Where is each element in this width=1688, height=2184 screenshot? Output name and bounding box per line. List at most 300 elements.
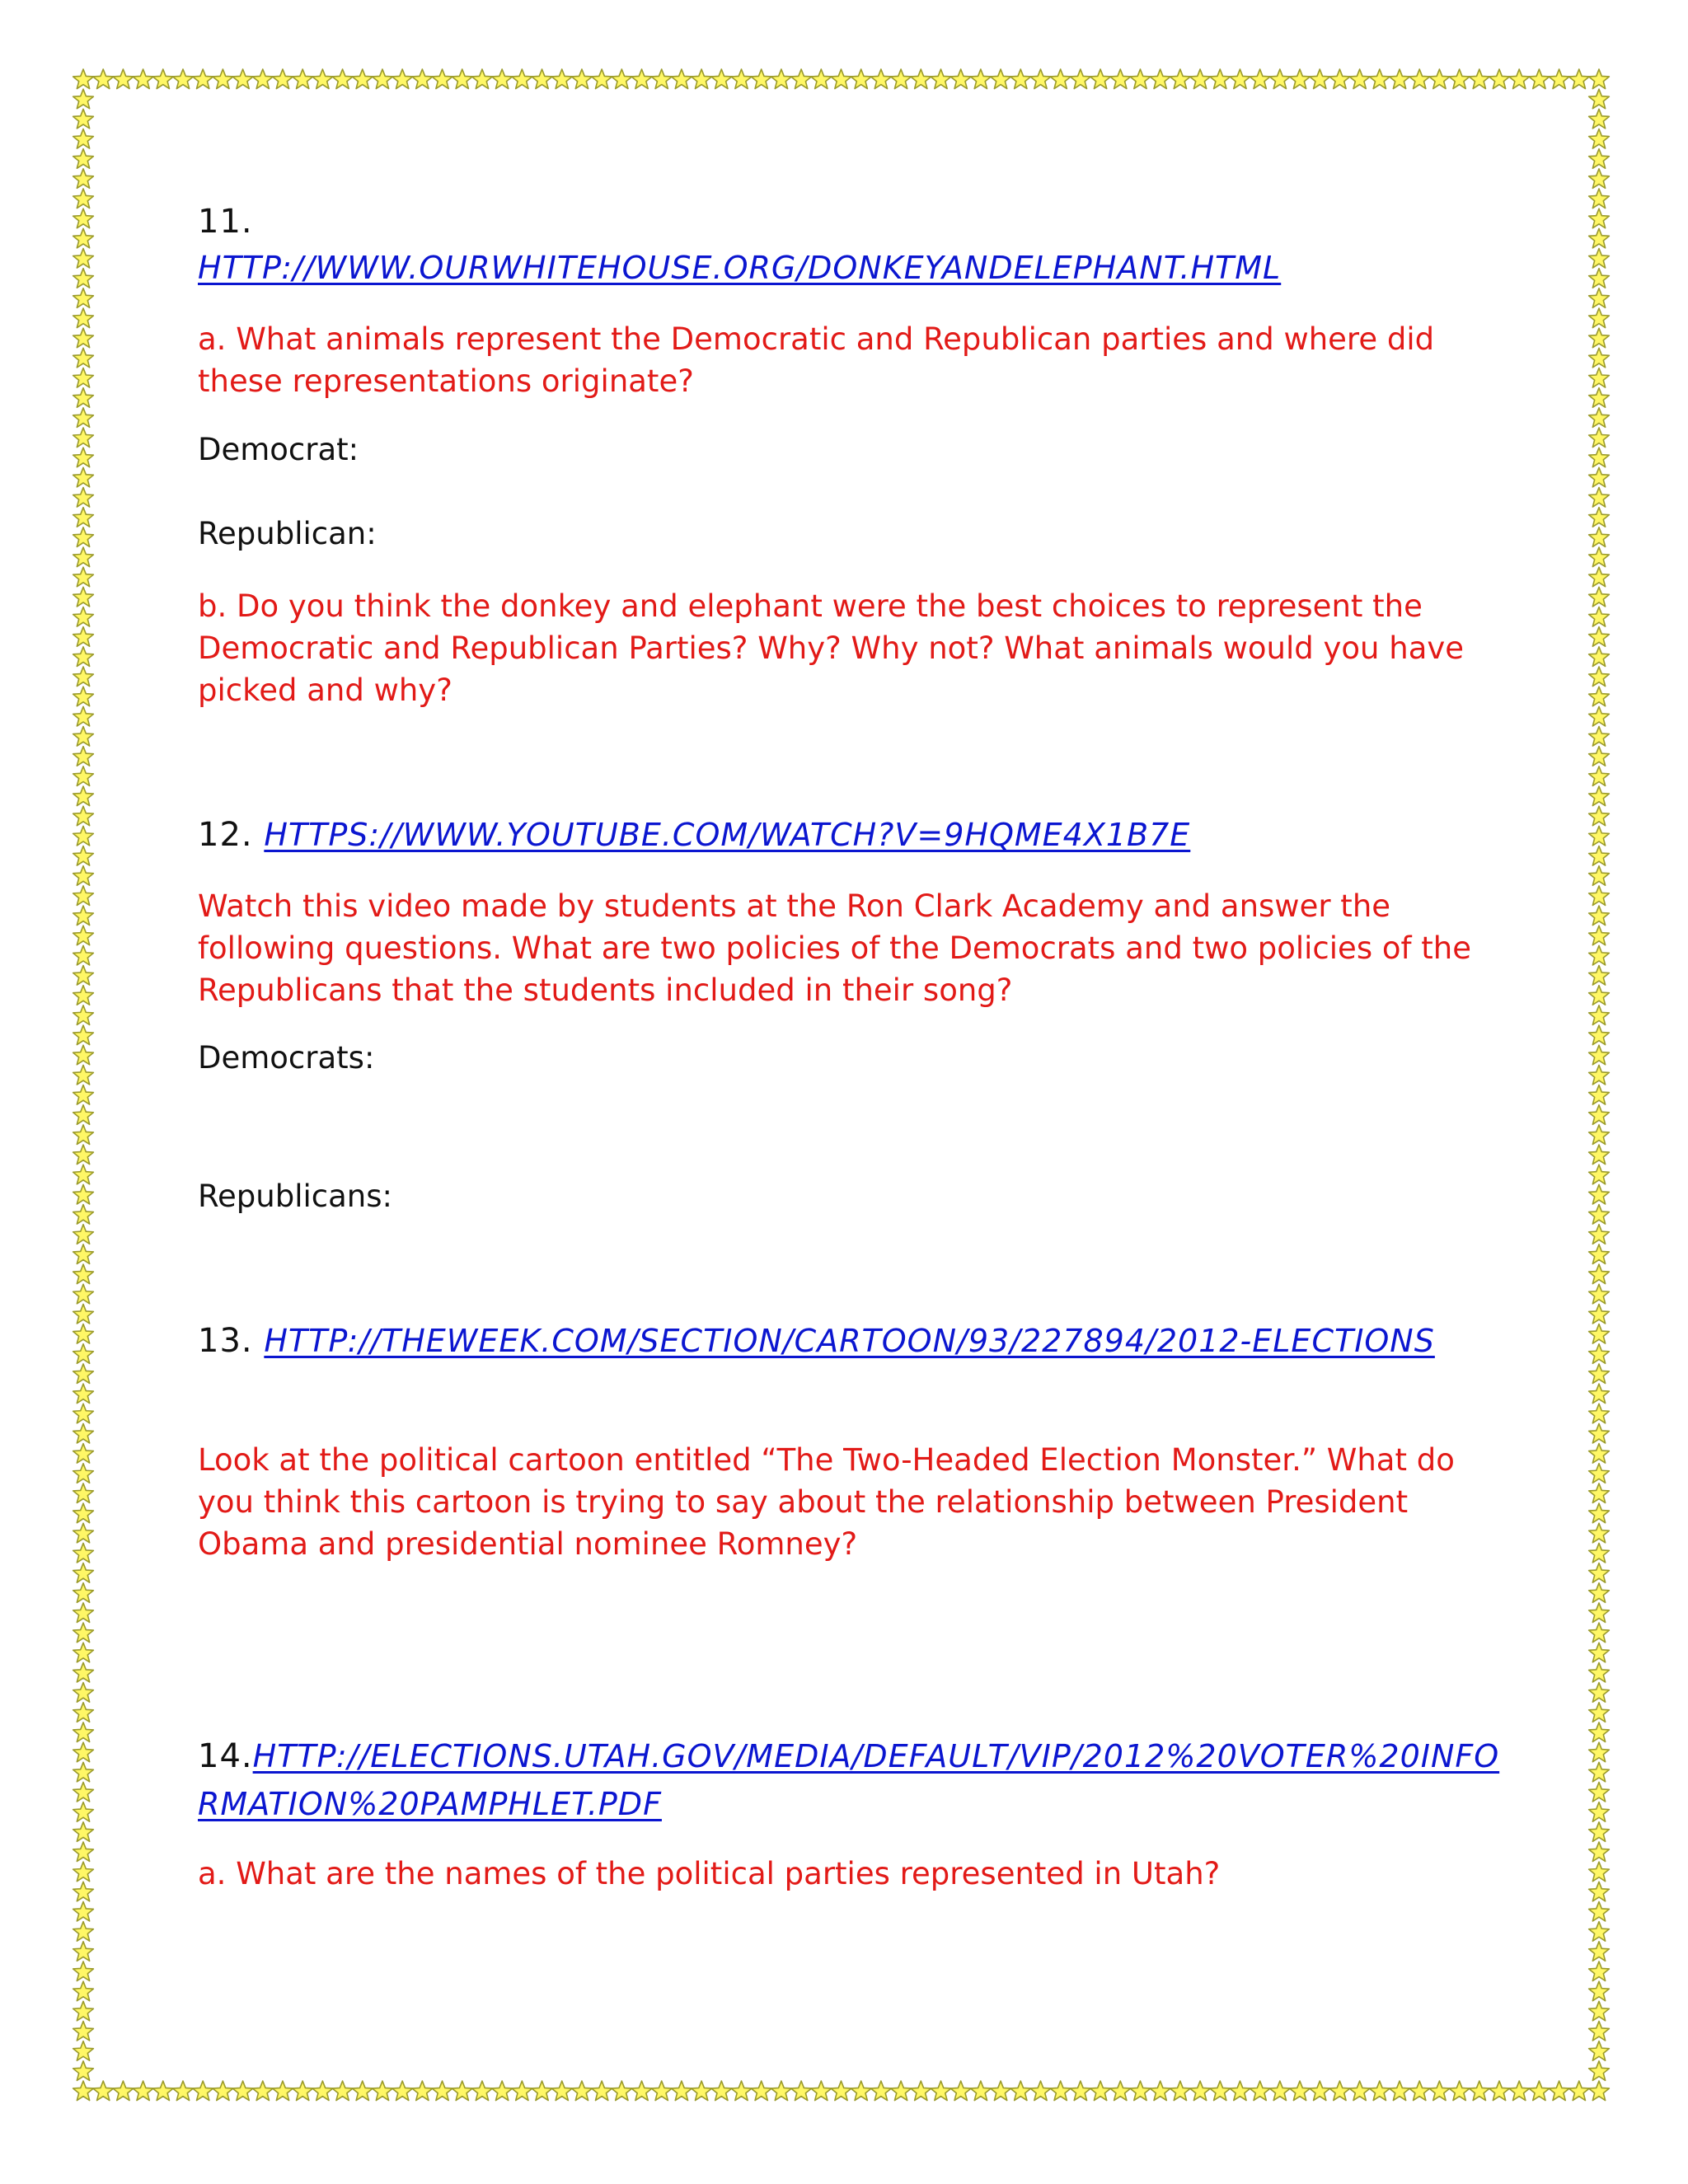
star-icon <box>1329 2081 1350 2101</box>
star-icon <box>73 129 94 149</box>
star-icon <box>273 69 293 89</box>
star-icon <box>911 69 931 89</box>
star-icon <box>1050 69 1071 89</box>
star-icon <box>1589 1643 1610 1662</box>
star-icon <box>392 2081 413 2101</box>
star-icon <box>1589 1045 1610 1065</box>
star-icon <box>1589 249 1610 269</box>
star-icon <box>1210 2081 1231 2101</box>
star-icon <box>1269 2081 1290 2101</box>
star-icon <box>352 2081 373 2101</box>
star-icon <box>1589 89 1610 109</box>
star-icon <box>73 1643 94 1662</box>
star-icon <box>651 2081 672 2101</box>
star-icon <box>831 2081 851 2101</box>
star-icon <box>1409 2081 1430 2101</box>
star-icon <box>1589 1662 1610 1682</box>
star-icon <box>73 1145 94 1165</box>
star-icon <box>213 2081 233 2101</box>
star-icon <box>1589 926 1610 945</box>
star-icon <box>1589 2081 1610 2101</box>
star-icon <box>1589 408 1610 428</box>
star-icon <box>1589 906 1610 926</box>
star-icon <box>73 1543 94 1563</box>
star-icon <box>1589 448 1610 467</box>
star-icon <box>1269 69 1290 89</box>
star-icon <box>1190 69 1211 89</box>
star-icon <box>1130 2081 1151 2101</box>
star-icon <box>1030 2081 1051 2101</box>
star-icon <box>631 2081 652 2101</box>
star-icon <box>1150 2081 1170 2101</box>
star-icon <box>73 1563 94 1583</box>
star-icon <box>1589 647 1610 667</box>
star-icon <box>791 69 812 89</box>
star-icon <box>312 69 333 89</box>
item-number: 12. <box>198 816 265 854</box>
star-icon <box>312 2081 333 2101</box>
star-icon <box>73 209 94 228</box>
item-number: 11. <box>198 203 253 241</box>
star-icon <box>1489 2081 1510 2101</box>
star-icon <box>93 2081 114 2101</box>
star-icon <box>432 2081 452 2101</box>
star-icon <box>592 2081 612 2101</box>
star-icon <box>1349 2081 1370 2101</box>
star-icon <box>1589 2022 1610 2041</box>
star-icon <box>971 69 992 89</box>
star-icon <box>711 69 732 89</box>
star-icon <box>1589 627 1610 647</box>
star-icon <box>1589 1722 1610 1742</box>
star-icon <box>73 1603 94 1623</box>
star-icon <box>133 2081 153 2101</box>
star-icon <box>1509 2081 1530 2101</box>
star-icon <box>991 69 1011 89</box>
star-icon <box>731 69 752 89</box>
star-icon <box>1589 2001 1610 2021</box>
star-icon <box>73 448 94 467</box>
star-icon <box>1589 1464 1610 1483</box>
star-icon <box>73 1423 94 1443</box>
star-icon <box>1589 1981 1610 2001</box>
star-icon <box>1589 527 1610 547</box>
star-icon <box>811 2081 832 2101</box>
star-icon <box>73 2081 94 2101</box>
star-icon <box>1589 109 1610 129</box>
republicans-label: Republicans: <box>198 1179 393 1214</box>
star-icon <box>73 846 94 866</box>
star-icon <box>931 2081 951 2101</box>
star-icon <box>1589 308 1610 328</box>
star-icon <box>73 1922 94 1942</box>
star-icon <box>432 69 452 89</box>
star-icon <box>612 2081 632 2101</box>
star-icon <box>791 2081 812 2101</box>
star-icon <box>352 69 373 89</box>
star-icon <box>1390 69 1410 89</box>
star-icon <box>592 69 612 89</box>
star-icon <box>1589 1882 1610 1901</box>
star-icon <box>1589 587 1610 607</box>
star-icon <box>73 269 94 288</box>
star-icon <box>1589 1145 1610 1165</box>
star-icon <box>891 2081 912 2101</box>
star-icon <box>73 1304 94 1324</box>
star-icon <box>113 2081 134 2101</box>
star-icon <box>1230 69 1250 89</box>
item-14-question-a: a. What are the names of the political parties represented in Utah? <box>198 1856 1221 1891</box>
star-icon <box>651 69 672 89</box>
star-icon <box>1589 2041 1610 2061</box>
star-icon <box>771 2081 792 2101</box>
star-icon <box>1190 2081 1211 2101</box>
star-icon <box>1589 1065 1610 1085</box>
star-icon <box>232 2081 253 2101</box>
star-icon <box>1589 1782 1610 1802</box>
star-icon <box>332 2081 353 2101</box>
star-icon <box>232 69 253 89</box>
star-icon <box>73 2001 94 2021</box>
star-icon <box>1589 1184 1610 1204</box>
star-icon <box>73 1703 94 1722</box>
star-icon <box>252 2081 273 2101</box>
star-icon <box>1589 348 1610 368</box>
star-icon <box>73 189 94 209</box>
star-icon <box>492 69 513 89</box>
star-icon <box>1589 1244 1610 1264</box>
star-icon <box>73 308 94 328</box>
star-icon <box>133 69 153 89</box>
star-icon <box>73 926 94 945</box>
star-icon <box>1589 806 1610 826</box>
star-icon <box>871 69 892 89</box>
star-icon <box>1589 547 1610 567</box>
star-icon <box>1071 69 1091 89</box>
star-icon <box>1589 1284 1610 1304</box>
star-icon <box>1589 1922 1610 1942</box>
star-icon <box>1090 69 1111 89</box>
star-icon <box>971 2081 992 2101</box>
star-icon <box>73 866 94 886</box>
star-icon <box>73 1005 94 1025</box>
star-icon <box>1589 1503 1610 1523</box>
star-icon <box>73 647 94 667</box>
star-icon <box>1449 69 1470 89</box>
star-icon <box>193 69 213 89</box>
star-icon <box>73 109 94 129</box>
star-icon <box>73 1483 94 1503</box>
star-icon <box>1589 826 1610 846</box>
star-icon <box>1568 2081 1589 2101</box>
star-icon <box>152 2081 173 2101</box>
star-icon <box>1349 69 1370 89</box>
item-11-question-a: a. What animals represent the Democratic and Republican parties and where did these representations originate? <box>198 321 1435 399</box>
star-icon <box>1509 69 1530 89</box>
star-icon <box>73 706 94 726</box>
star-icon <box>1589 69 1610 89</box>
star-icon <box>73 1165 94 1184</box>
star-icon <box>252 69 273 89</box>
star-icon <box>73 1662 94 1682</box>
star-icon <box>113 69 134 89</box>
star-icon <box>73 2022 94 2041</box>
item-14-header <box>198 1732 1500 1828</box>
star-icon <box>1310 2081 1330 2101</box>
star-icon <box>1329 69 1350 89</box>
star-icon <box>1589 886 1610 906</box>
star-icon <box>1589 1324 1610 1344</box>
star-icon <box>1529 2081 1550 2101</box>
star-icon <box>512 2081 532 2101</box>
star-icon <box>1589 1603 1610 1623</box>
star-icon <box>73 1583 94 1603</box>
star-icon <box>1589 1862 1610 1882</box>
star-icon <box>1589 786 1610 806</box>
star-icon <box>1310 69 1330 89</box>
star-icon <box>452 69 472 89</box>
star-icon <box>152 69 173 89</box>
star-icon <box>73 1184 94 1204</box>
star-icon <box>1589 846 1610 866</box>
star-icon <box>73 945 94 965</box>
star-icon <box>1549 69 1569 89</box>
star-icon <box>1589 488 1610 508</box>
star-icon <box>1589 1085 1610 1105</box>
item-12-header <box>198 811 1500 859</box>
star-icon <box>73 1842 94 1862</box>
star-icon <box>73 1882 94 1901</box>
star-icon <box>73 886 94 906</box>
star-icon <box>73 1384 94 1404</box>
star-icon <box>73 806 94 826</box>
star-icon <box>1589 209 1610 228</box>
url-link[interactable]: HTTP://THEWEEK.COM/SECTION/CARTOON/93/227894/2012-ELECTIONS <box>264 1323 1435 1359</box>
star-icon <box>73 1045 94 1065</box>
star-icon <box>1010 69 1031 89</box>
star-icon <box>1589 966 1610 986</box>
democrats-label: Democrats: <box>198 1040 375 1076</box>
star-icon <box>213 69 233 89</box>
star-icon <box>73 89 94 109</box>
star-icon <box>1589 567 1610 587</box>
star-icon <box>1589 388 1610 408</box>
star-icon <box>1589 687 1610 706</box>
star-icon <box>73 547 94 567</box>
star-icon <box>1589 189 1610 209</box>
star-icon <box>73 408 94 428</box>
star-icon <box>73 488 94 508</box>
star-icon <box>492 2081 513 2101</box>
star-icon <box>811 69 832 89</box>
star-icon <box>73 1444 94 1464</box>
star-icon <box>1589 1683 1610 1703</box>
star-icon <box>1589 288 1610 308</box>
star-icon <box>1589 269 1610 288</box>
star-icon <box>572 69 593 89</box>
star-icon <box>73 1324 94 1344</box>
star-icon <box>1390 2081 1410 2101</box>
star-icon <box>1230 2081 1250 2101</box>
item-13-header <box>198 1317 1500 1365</box>
url-link[interactable]: HTTPS://WWW.YOUTUBE.COM/WATCH?V=9HQME4X1B7E <box>264 817 1191 853</box>
star-icon <box>73 766 94 786</box>
star-icon <box>1529 69 1550 89</box>
star-icon <box>293 69 313 89</box>
star-icon <box>1429 2081 1450 2101</box>
star-icon <box>1589 1543 1610 1563</box>
star-icon <box>1290 69 1311 89</box>
star-icon <box>1589 1264 1610 1284</box>
star-icon <box>332 69 353 89</box>
star-icon <box>1589 169 1610 189</box>
url-link[interactable]: HTTP://WWW.OURWHITEHOUSE.ORG/DONKEYANDELEPHANT.HTML <box>198 250 1282 286</box>
star-icon <box>950 69 971 89</box>
star-icon <box>73 1025 94 1045</box>
star-icon <box>73 1464 94 1483</box>
star-icon <box>1589 866 1610 886</box>
star-icon <box>173 69 194 89</box>
star-icon <box>73 249 94 269</box>
star-icon <box>1589 1563 1610 1583</box>
star-icon <box>1589 1583 1610 1603</box>
star-icon <box>73 1742 94 1762</box>
star-icon <box>73 1105 94 1125</box>
star-icon <box>73 1364 94 1384</box>
star-icon <box>73 1762 94 1782</box>
star-icon <box>73 1722 94 1742</box>
star-icon <box>73 169 94 189</box>
item-13-question: Look at the political cartoon entitled “The Two-Headed Election Monster.” What do you think this cartoon is trying to say about the relationship between President Obama and presidential nominee Romney? <box>198 1442 1455 1562</box>
star-icon <box>1589 1802 1610 1822</box>
star-icon <box>1589 1822 1610 1842</box>
star-icon <box>1250 2081 1270 2101</box>
star-icon <box>751 69 771 89</box>
star-icon <box>73 1284 94 1304</box>
star-icon <box>1210 69 1231 89</box>
star-icon <box>931 69 951 89</box>
star-icon <box>73 1085 94 1105</box>
star-icon <box>711 2081 732 2101</box>
star-icon <box>532 2081 552 2101</box>
star-icon <box>1589 1304 1610 1324</box>
star-icon <box>472 2081 493 2101</box>
star-icon <box>73 1344 94 1364</box>
item-11-number <box>198 198 1500 246</box>
star-icon <box>1589 607 1610 627</box>
star-icon <box>1589 706 1610 726</box>
star-icon <box>1589 945 1610 965</box>
star-icon <box>73 149 94 169</box>
star-icon <box>1409 69 1430 89</box>
star-icon <box>692 69 712 89</box>
star-icon <box>1589 1105 1610 1125</box>
star-icon <box>1589 368 1610 388</box>
star-icon <box>73 527 94 547</box>
star-icon <box>73 1623 94 1643</box>
star-icon <box>73 1125 94 1145</box>
star-icon <box>1589 1762 1610 1782</box>
star-icon <box>193 2081 213 2101</box>
star-icon <box>871 2081 892 2101</box>
star-icon <box>73 587 94 607</box>
star-icon <box>1170 2081 1190 2101</box>
star-icon <box>1110 2081 1131 2101</box>
star-icon <box>293 2081 313 2101</box>
star-icon <box>1589 1125 1610 1145</box>
star-icon <box>911 2081 931 2101</box>
star-icon <box>73 667 94 687</box>
star-icon <box>472 69 493 89</box>
star-icon <box>1589 228 1610 248</box>
star-icon <box>73 388 94 408</box>
star-icon <box>731 2081 752 2101</box>
star-icon <box>73 328 94 348</box>
star-icon <box>1589 1703 1610 1722</box>
star-icon <box>1589 667 1610 687</box>
star-icon <box>73 1802 94 1822</box>
star-icon <box>73 2041 94 2061</box>
star-icon <box>1369 69 1390 89</box>
star-icon <box>73 747 94 766</box>
star-icon <box>73 567 94 587</box>
star-icon <box>73 727 94 747</box>
star-icon <box>751 2081 771 2101</box>
star-icon <box>73 467 94 487</box>
star-icon <box>73 687 94 706</box>
star-icon <box>73 1523 94 1543</box>
url-link[interactable]: HTTP://ELECTIONS.UTAH.GOV/MEDIA/DEFAULT/VIP/2012%20VOTER%20INFORMATION%20PAMPHLET.PDF <box>198 1738 1500 1822</box>
star-icon <box>1469 2081 1489 2101</box>
star-icon <box>452 2081 472 2101</box>
star-icon <box>73 288 94 308</box>
star-icon <box>73 1205 94 1225</box>
item-12-question: Watch this video made by students at the Ron Clark Academy and answer the following questions. What are two policies of the Democrats and two policies of the Republicans that the students included in their song? <box>198 888 1472 1008</box>
star-icon <box>1110 69 1131 89</box>
star-icon <box>73 348 94 368</box>
star-icon <box>1449 2081 1470 2101</box>
star-icon <box>1589 129 1610 149</box>
star-icon <box>73 1503 94 1523</box>
star-icon <box>73 986 94 1005</box>
star-icon <box>1050 2081 1071 2101</box>
star-icon <box>1549 2081 1569 2101</box>
star-icon <box>73 1225 94 1244</box>
star-icon <box>1589 1005 1610 1025</box>
star-icon <box>831 69 851 89</box>
star-icon <box>572 2081 593 2101</box>
star-icon <box>73 1404 94 1423</box>
star-icon <box>1589 1423 1610 1443</box>
star-icon <box>1589 1483 1610 1503</box>
star-icon <box>273 2081 293 2101</box>
star-icon <box>551 69 572 89</box>
star-icon <box>173 2081 194 2101</box>
star-icon <box>73 2061 94 2081</box>
star-icon <box>73 1901 94 1921</box>
star-icon <box>73 906 94 926</box>
star-icon <box>1170 69 1190 89</box>
star-icon <box>412 69 433 89</box>
star-icon <box>1589 1384 1610 1404</box>
star-icon <box>73 1244 94 1264</box>
star-icon <box>1250 69 1270 89</box>
star-icon <box>412 2081 433 2101</box>
star-icon <box>93 69 114 89</box>
star-icon <box>1589 747 1610 766</box>
star-icon <box>672 2081 692 2101</box>
item-number: 14. <box>198 1737 253 1775</box>
